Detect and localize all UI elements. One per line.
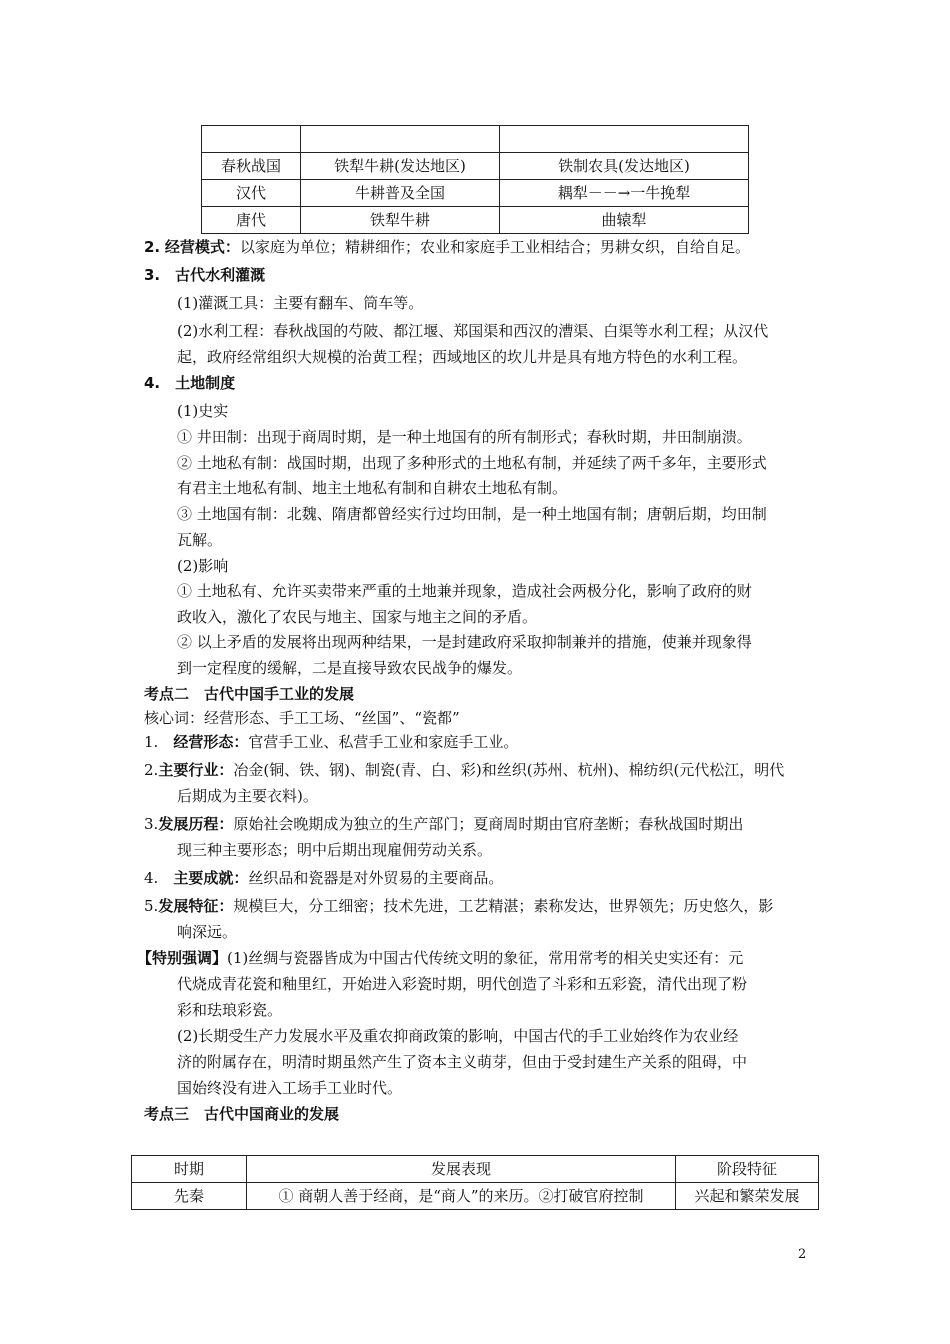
table-cell: 耦犁－－→一牛挽犁 — [500, 180, 749, 207]
section-title-handicraft: 考点二 古代中国手工业的发展 — [144, 685, 355, 703]
table-cell: 汉代 — [202, 180, 301, 207]
table-row — [132, 1156, 819, 1183]
table-cell: 铁犁牛耕(发达地区) — [301, 153, 500, 180]
table-cell: 铁制农具(发达地区) — [500, 153, 749, 180]
paragraph-line: 后期成为主要衣料)。 — [177, 787, 318, 805]
paragraph-line: 现三种主要形态；明中后期出现雇佣劳动关系。 — [177, 841, 493, 859]
list-item: 2.主要行业：冶金(铜、铁、钢)、制瓷(青、白、彩)和丝织(苏州、杭州)、棉纺织(元代松江，明代 — [144, 761, 785, 779]
table-cell: 铁犁牛耕 — [301, 207, 500, 234]
core-words: 核心词：经营形态、手工工场、“丝国”、“瓷都” — [144, 709, 460, 727]
table-cell: ① 商朝人善于经商，是“商人”的来历。②打破官府控制 — [247, 1183, 676, 1210]
table-cell: 春秋战国 — [202, 153, 301, 180]
table-cell: 先秦 — [132, 1183, 247, 1210]
table-cell — [500, 126, 749, 153]
table-row — [202, 153, 749, 180]
table-header-cell: 阶段特征 — [676, 1156, 819, 1183]
farming-tools-table — [201, 125, 749, 234]
list-item: 5.发展特征：规模巨大，分工细密；技术先进，工艺精湛；素称发达，世界领先；历史悠久，影 — [144, 897, 774, 915]
table-header-cell: 发展表现 — [247, 1156, 676, 1183]
section-heading-irrigation: 3. 古代水利灌溉 — [144, 266, 266, 284]
list-item: 4. 主要成就：丝织品和瓷器是对外贸易的主要商品。 — [144, 869, 504, 887]
table-cell: 兴起和繁荣发展 — [676, 1183, 819, 1210]
table-header-cell: 时期 — [132, 1156, 247, 1183]
list-item: 3.发展历程：原始社会晚期成为独立的生产部门；夏商周时期由官府垄断；春秋战国时期出 — [144, 815, 744, 833]
special-emphasis: 【特别强调】(1)丝绸与瓷器皆成为中国古代传统文明的象征，常用常考的相关史实还有：元 — [137, 949, 744, 967]
commerce-table — [131, 1155, 819, 1210]
section-operation-mode: 2. 经营模式：以家庭为单位；精耕细作；农业和家庭手工业相结合；男耕女织，自给自足。 — [144, 238, 750, 256]
section-title-commerce: 考点三 古代中国商业的发展 — [144, 1105, 340, 1123]
paragraph-line: ③ 土地国有制：北魏、隋唐都曾经实行过均田制，是一种土地国有制；唐朝后期，均田制 — [177, 505, 767, 523]
list-item: 1. 经营形态：官营手工业、私营手工业和家庭手工业。 — [144, 733, 519, 751]
paragraph-line: 政收入，激化了农民与地主、国家与地主之间的矛盾。 — [177, 608, 538, 626]
table-cell: 曲辕犁 — [500, 207, 749, 234]
paragraph-line: ① 井田制：出现于商周时期，是一种土地国有的所有制形式；春秋时期，井田制崩溃。 — [177, 428, 752, 446]
table-cell — [301, 126, 500, 153]
paragraph-line: 代烧成青花瓷和釉里红，开始进入彩瓷时期，明代创造了斗彩和五彩瓷，清代出现了粉 — [177, 975, 748, 993]
paragraph-line: (2)长期受生产力发展水平及重农抑商政策的影响，中国古代的手工业始终作为农业经 — [177, 1027, 739, 1045]
paragraph-line: ① 土地私有、允许买卖带来严重的土地兼并现象，造成社会两极分化，影响了政府的财 — [177, 582, 752, 600]
table-cell: 牛耕普及全国 — [301, 180, 500, 207]
subheading: (1)史实 — [177, 402, 229, 420]
table-row — [202, 207, 749, 234]
table-cell: 唐代 — [202, 207, 301, 234]
paragraph-line: 国始终没有进入工场手工业时代。 — [177, 1079, 403, 1097]
paragraph-line: 瓦解。 — [177, 531, 223, 549]
paragraph-line: 彩和珐琅彩瓷。 — [177, 1001, 283, 1019]
page-number: 2 — [798, 1247, 807, 1262]
paragraph-line: (1)灌溉工具：主要有翻车、筒车等。 — [177, 294, 424, 312]
paragraph-line: 起，政府经常组织大规模的治黄工程；西域地区的坎儿井是具有地方特色的水利工程。 — [177, 348, 748, 366]
paragraph-line: 到一定程度的缓解，二是直接导致农民战争的爆发。 — [177, 659, 523, 677]
paragraph-line: ② 以上矛盾的发展将出现两种结果，一是封建政府采取抑制兼并的措施，使兼并现象得 — [177, 633, 752, 651]
paragraph-line: 济的附属存在，明清时期虽然产生了资本主义萌芽，但由于受封建生产关系的阻碍，中 — [177, 1053, 748, 1071]
table-row — [202, 180, 749, 207]
subheading: (2)影响 — [177, 557, 229, 575]
paragraph-line: 响深远。 — [177, 923, 238, 941]
paragraph-line: 有君主土地私有制、地主土地私有制和自耕农土地私有制。 — [177, 479, 568, 497]
table-cell — [202, 126, 301, 153]
paragraph-line: (2)水利工程：春秋战国的芍陂、都江堰、郑国渠和西汉的漕渠、白渠等水利工程；从汉代 — [177, 322, 769, 340]
table-row — [132, 1183, 819, 1210]
paragraph-line: ② 土地私有制：战国时期，出现了多种形式的土地私有制，并延续了两千多年，主要形式 — [177, 454, 767, 472]
section-heading-land-system: 4. 土地制度 — [144, 374, 236, 392]
table-row — [202, 126, 749, 153]
